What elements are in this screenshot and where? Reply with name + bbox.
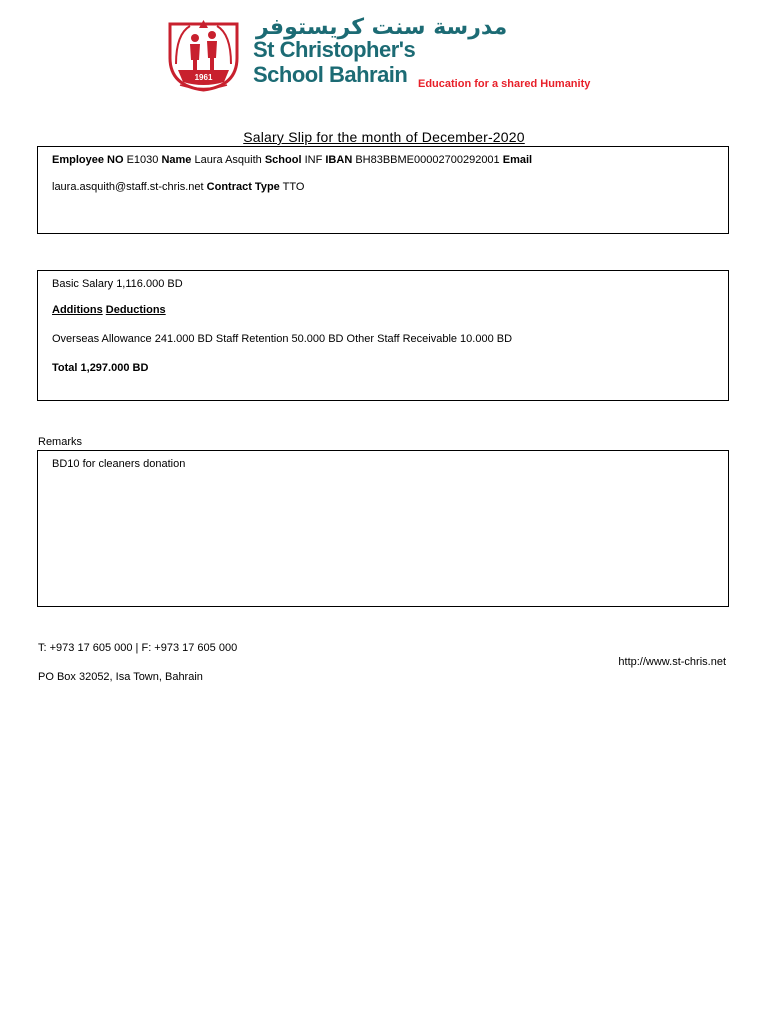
- employee-details-line2: [52, 181, 304, 193]
- additions-deductions-heading: [52, 304, 166, 316]
- footer-website-link[interactable]: http://www.st-chris.net: [618, 656, 726, 668]
- footer-address: PO Box 32052, Isa Town, Bahrain: [38, 671, 203, 683]
- school-name-line1: St Christopher's: [253, 37, 416, 62]
- salary-details-box: [37, 270, 729, 401]
- contract-type-value: TTO: [282, 181, 305, 193]
- employee-name: Laura Asquith: [194, 154, 262, 166]
- employee-details-line1: [52, 154, 532, 166]
- email-value: laura.asquith@staff.st-chris.net: [52, 181, 204, 193]
- school-label: School: [264, 154, 302, 166]
- school-value: INF: [304, 154, 323, 166]
- remarks-label: Remarks: [38, 436, 83, 448]
- email-label: Email: [502, 154, 533, 166]
- additions-label: Additions: [52, 304, 103, 316]
- crest-year: 1961: [194, 73, 213, 82]
- deductions-label: Deductions: [105, 304, 166, 316]
- iban-value: BH83BBME00002700292001: [355, 154, 500, 166]
- school-crest-logo: [166, 18, 241, 92]
- school-tagline: Education for a shared Humanity: [418, 78, 591, 90]
- school-name-arabic: مدرسة سنت كريستوفر: [256, 15, 508, 40]
- remarks-text: BD10 for cleaners donation: [52, 458, 186, 470]
- salary-total: Total 1,297.000 BD: [52, 362, 149, 374]
- school-name-line2: School Bahrain: [253, 62, 408, 87]
- page-title: [0, 129, 768, 145]
- salary-items: Overseas Allowance 241.000 BD Staff Retention 50.000 BD Other Staff Receivable 10.000 BD: [52, 333, 513, 345]
- basic-salary: Basic Salary 1,116.000 BD: [52, 278, 183, 290]
- employee-details-box: [37, 146, 729, 234]
- footer-phone-fax: T: +973 17 605 000 | F: +973 17 605 000: [38, 642, 238, 654]
- salary-slip-title: Salary Slip for the month of December-2020: [243, 129, 525, 145]
- employee-no: E1030: [126, 154, 159, 166]
- employee-no-label: Employee NO: [52, 154, 124, 166]
- employee-name-label: Name: [161, 154, 192, 166]
- contract-type-label: Contract Type: [206, 181, 280, 193]
- iban-label: IBAN: [325, 154, 353, 166]
- remarks-box: [37, 450, 729, 607]
